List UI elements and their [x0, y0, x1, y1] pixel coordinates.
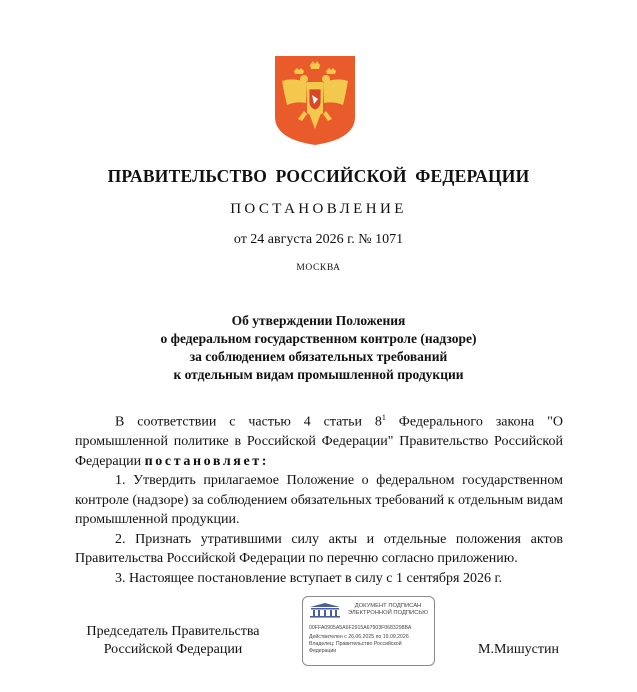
article-superscript: 1: [381, 413, 386, 422]
government-building-icon: [308, 602, 342, 618]
heading-line: к отдельным видам промышленной продукции: [173, 367, 464, 382]
document-date-number: от 24 августа 2026 г. № 1071: [233, 232, 404, 247]
position-line: Российской Федерации: [103, 642, 243, 657]
heading-line: о федеральном государственном контроле (надзоре): [160, 331, 477, 346]
stamp-validity: Действителен с 26.06.2025 по 19.09.2026: [309, 634, 409, 640]
position-line: Председатель Правительства: [86, 624, 260, 639]
stamp-owner: Федерации: [309, 648, 337, 654]
preamble-text-a: В соответствии с частью 4 статьи 8: [115, 414, 382, 430]
item-paragraph-3: 3. Настоящее постановление вступает в силу с 1 сентября 2026 г.: [115, 570, 503, 586]
stamp-title-line: ДОКУМЕНТ ПОДПИСАН: [354, 603, 422, 609]
electronic-signature-stamp: [302, 596, 435, 666]
stamp-title: [345, 603, 431, 617]
resolves-word: постановляет:: [144, 453, 270, 469]
document-body: [75, 408, 563, 588]
stamp-owner: Владелец: Правительство Российской: [309, 641, 402, 647]
stamp-title-line: ЭЛЕКТРОННОЙ ПОДПИСЬЮ: [347, 610, 429, 616]
russian-coat-of-arms-icon: [274, 55, 356, 146]
signatory-position: [75, 623, 271, 659]
document-heading: [0, 312, 637, 384]
signatory-name: М.Мишустин: [478, 642, 559, 657]
preamble-text-b: Федерального закона "О промышленной политике в Российской Федерации" Правительство Российской Федерации: [75, 414, 564, 469]
heading-line: за соблюдением обязательных требований: [189, 349, 448, 364]
item-paragraph-1: 1. Утвердить прилагаемое Положение о федеральном государственном контроле (надзоре) за соблюдением обязательных требований к отдельным видам промышленной продукции.: [75, 473, 563, 528]
stamp-certificate: 00FFA0905A5A6F2915A67903F0683298BA: [309, 625, 412, 631]
document-city: МОСКВА: [296, 263, 341, 273]
heading-line: Об утверждении Положения: [231, 313, 406, 328]
item-paragraph-2: 2. Признать утратившими силу акты и отдельные положения актов Правительства Российской Федерации по перечню согласно приложению.: [75, 531, 563, 567]
government-title: ПРАВИТЕЛЬСТВО РОССИЙСКОЙ ФЕДЕРАЦИИ: [107, 166, 530, 186]
document-type: ПОСТАНОВЛЕНИЕ: [230, 201, 407, 217]
preamble-paragraph: [75, 408, 563, 471]
